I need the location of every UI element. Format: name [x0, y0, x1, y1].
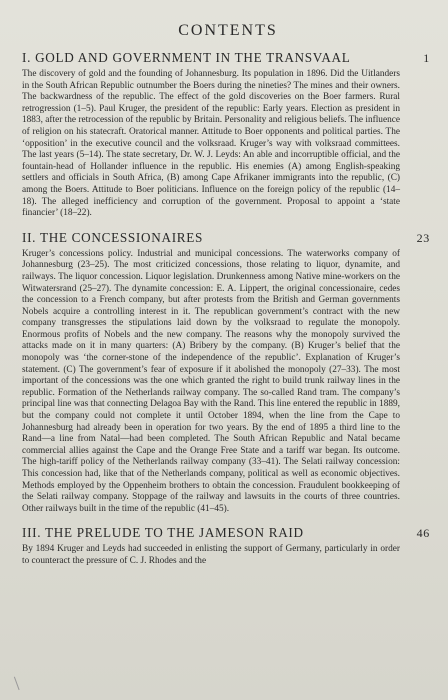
section-heading-row [22, 230, 434, 246]
section-heading: III. THE PRELUDE TO THE JAMESON RAID [22, 525, 304, 541]
section-heading-row [22, 50, 434, 66]
section-heading: II. THE CONCESSIONAIRES [22, 229, 204, 245]
section-3 [22, 525, 434, 567]
section-heading-row [22, 525, 434, 541]
section-heading: I. GOLD AND GOVERNMENT IN THE TRANSVAAL [22, 50, 351, 65]
section-summary: Kruger’s concessions policy. Industrial and municipal concessions. The waterworks company of Johannesburg (23–25). The most criticized concessions, those relating to liquor, dynamite, and railways. The liquor concession. Liquor legislation. Drunkenness among Native mine-workers on the Witwatersrand (25–27). The dynamite concession: E. A. Lippert, the original concessionaire, cedes the concession to a French company, but after protests from the British and German governments Nobels acquire a controlling interest in it. The republican government’s contract with the new company transgresses the stipulations laid down by the volksraad to regulate the monopoly. Enormous profits of Nobels and the new company. The reasons why the monopoly survived the attacks made on it in many quarters: (A) Bribery by the company. (B) Kruger’s belief that the monopoly was ‘the corner-stone of the independence of the republic’. Explanation of Kruger’s statement. (C) The government’s fear of exposure if it abolished the monopoly (27–33). The most important of the concessions was the one which granted the right to build trunk railway lines in the republic. Formation of the Netherlands railway company. The so-called Rand tram. The company’s principal line was that connecting Delagoa Bay with the Rand. This line entered the republic in 1889, but the company could not complete it until October 1894, when the line from the Cape to Johannesburg had already been in operation for two years. By the end of 1895 a third line to the Rand—a line from Natal—had been completed. The South African Republic and Natal became commercial allies against the Cape and the Orange Free State and a tariff war began. Its outcome. The high-tariff policy of the Netherlands railway company (33–41). The Selati railway concession: This concession had, like that of the Netherlands company, political as well as economic objectives. Methods employed by the Oppenheim brothers to obtain the concession. Fraudulent bookkeeping of the Selati railway company. Stoppage of the railway and lawsuits in the courts of three countries. Other railways built in the time of the republic (41–45). [22, 248, 400, 514]
page-number: 1 [423, 51, 430, 65]
section-summary: The discovery of gold and the founding of Johannesburg. Its population in 1896. Did the Uitlanders in the South African Republic outnumber the Boers during the nineties? The mines and their owners. The backwardness of the republic. The effect of the gold discoveries on the Boer farmers. Rural retrogression (1–5). Paul Kruger, the president of the republic: Early years. Election as president in 1883, after the retrocession of the republic by Britain. Personality and religious beliefs. The influence of religion on his statecraft. Oratorical manner. Attitude to Boer opponents and political parties. The ‘opposition’ in the executive council and the volksraad. Kruger’s way with volksraad committees. The last years (5–14). The state secretary, Dr. W. J. Leyds: An able and incorruptible official, and the fountain-head of Hollander influence in the republic. His enemies (A) among English-speaking settlers and officials in South Africa, (B) among Cape Afrikaner immigrants into the republic, (C) among the Boers. Attitude to Boer politicians. Influence on the foreign policy of the republic (14–18). The alleged inefficiency and corruption of the government. Proposal to appoint a ‘state financier’ (18–22). [22, 69, 400, 219]
page-title: CONTENTS [178, 22, 278, 39]
page-number: 46 [416, 526, 430, 541]
section-summary: By 1894 Kruger and Leyds had succeeded in enlisting the support of Germany, particularly in order to counteract the pressure of C. J. Rhodes and the [22, 544, 400, 566]
pencil-mark [14, 674, 27, 690]
page-number: 23 [416, 230, 430, 245]
section-1 [22, 50, 434, 220]
section-2 [22, 230, 434, 516]
